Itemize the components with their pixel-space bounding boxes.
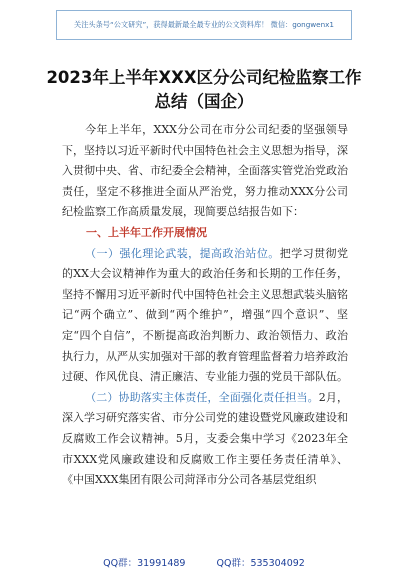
item-1-lead: （一）强化理论武装，提高政治站位。 <box>85 246 280 260</box>
footer <box>0 555 408 569</box>
banner-text: 关注头条号“公文研究”，获得最新最全最专业的公文资料库！ 微信：gongwenx1 <box>74 20 334 29</box>
document-body <box>62 120 348 491</box>
item-1-paragraph <box>62 244 348 388</box>
item-2-lead: （二）协助落实主体责任，全面强化责任担当。 <box>85 390 319 404</box>
header-banner <box>56 10 352 40</box>
item-1-text: 把学习贯彻党的XX大会议精神作为重大的政治任务和长期的工作任务，坚持不懈用习近平新时代中国特色社会主义思想武装头脑铭记“两个确立”、做到“两个维护”，增强“四个意识”、坚定“四个自信”，不断提高政治判断力、政治领悟力、政治执行力，从严从实加强对干部的教育管理监督着力培养政治过硬、作风优良、清正廉洁、专业能力强的党员干部队伍。 <box>62 246 349 384</box>
intro-paragraph: 今年上半年，XXX分公司在市分公司纪委的坚强领导下，坚持以习近平新时代中国特色社会主义思想为指导，深入贯彻中央、省、市纪委全会精神，全面落实管党治党政治责任，坚定不移推进全面从严治党，努力推动XXX分公司纪检监察工作高质量发展，现简要总结报告如下： <box>62 123 348 219</box>
section-heading: 一、上半年工作开展情况 <box>86 225 207 239</box>
item-2-text: 2月，深入学习研究落实省、市分公司党的建设暨党风廉政建设和反腐败工作会议精神。5月，支委会集中学习《2023年全市XXX党风廉政建设和反腐败工作主要任务责任清单》、《中国XXX集团有限公司菏泽市分公司各基层党组织 <box>62 390 349 487</box>
footer-qq-group-1: QQ群：31991489 <box>103 558 186 569</box>
footer-qq-group-2: QQ群：535304092 <box>216 558 305 569</box>
item-2-paragraph <box>62 388 348 491</box>
document-title: 2023年上半年XXX区分公司纪检监察工作总结（国企） <box>46 68 362 111</box>
